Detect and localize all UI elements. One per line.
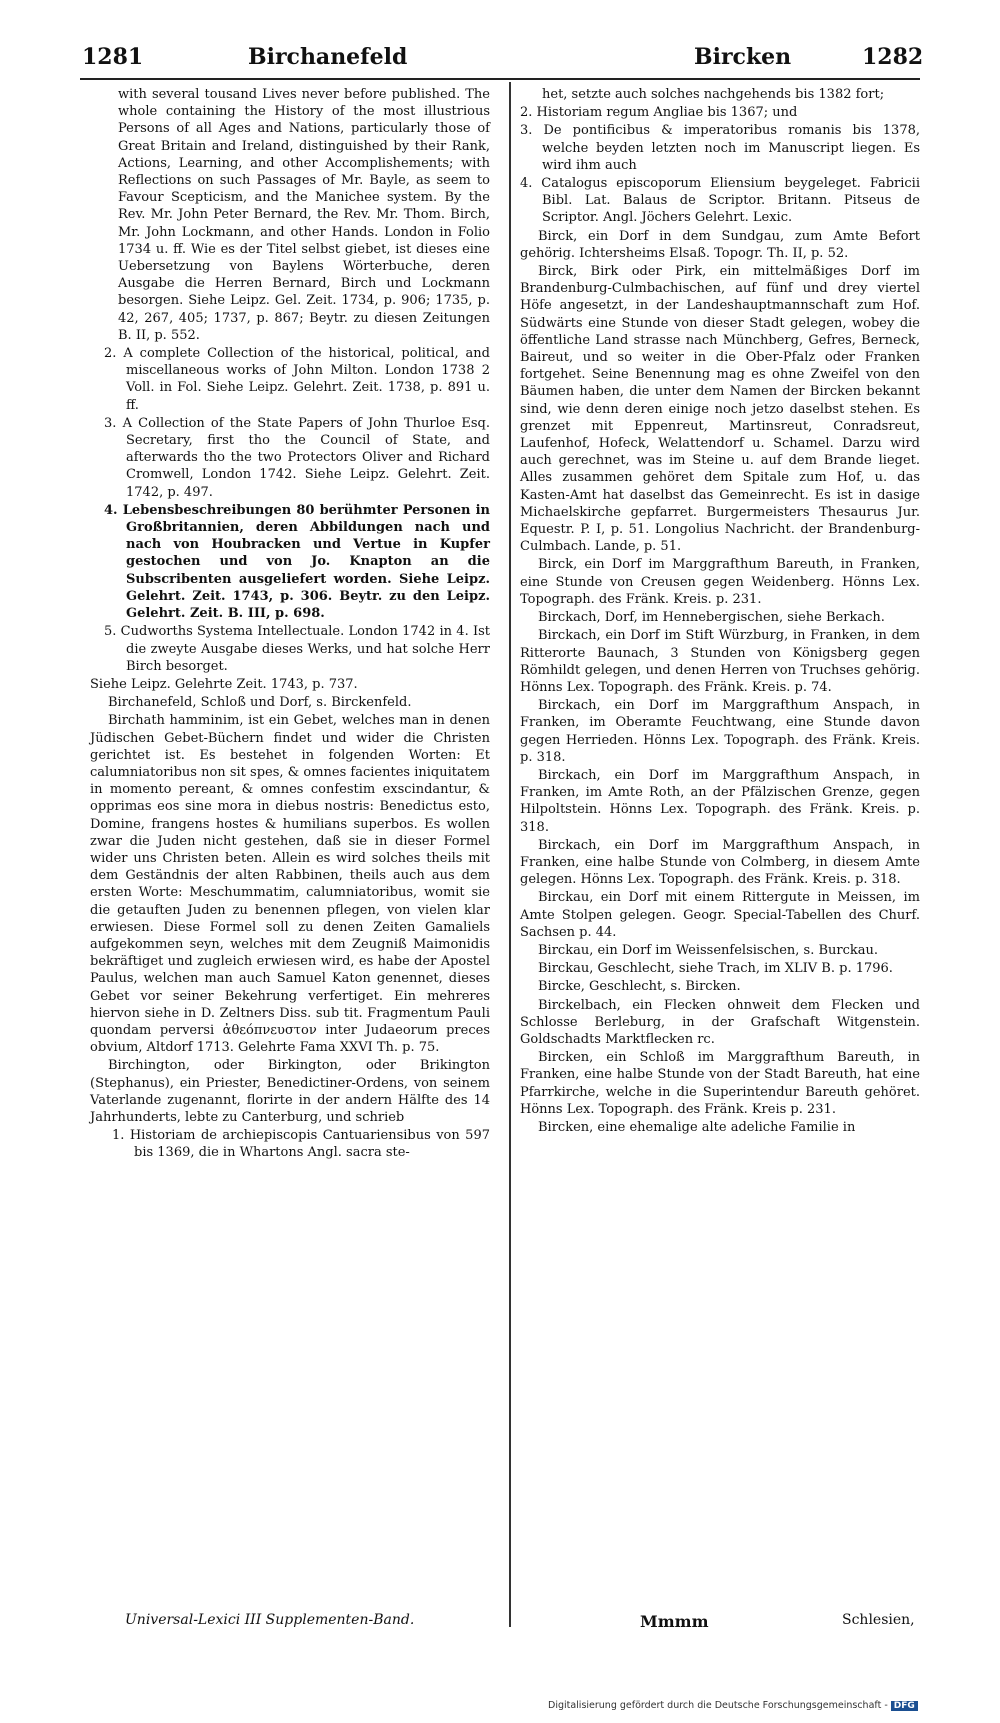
entry-text: 5. Cudworths Systema Intellectuale. London 1742 in 4. Ist die zweyte Ausgabe dieses Werks, und hat solche Herr Birch besorget. [104, 624, 490, 674]
entry-text: 3. A Collection of the State Papers of John Thurloe Esq. Secretary, first tho the Council of State, and afterwards tho the two Protectors Oliver and Richard Cromwell, London 1742. Siehe Leipz. Gelehrt. Zeit. 1742, p. 497. [104, 415, 490, 500]
entry-text: 2. A complete Collection of the historical, political, and miscellaneous works of John Milton. London 1738 2 Voll. in Fol. Siehe Leipz. Gelehrt. Zeit. 1738, p. 891 u. ff. [104, 346, 490, 413]
header-rule [80, 78, 920, 80]
entry-text: Birckau, ein Dorf mit einem Rittergute in Meissen, im Amte Stolpen gelegen. Geogr. Special-Tabellen des Churf. Sachsen p. 44. [520, 890, 920, 940]
credit-text: Digitalisierung gefördert durch die Deutsche Forschungsgemeinschaft - [548, 1700, 888, 1711]
running-title-footer: Universal-Lexici III Supplementen-Band. [125, 1612, 415, 1628]
digitization-credit [548, 1700, 918, 1711]
entry-text: Birchath hamminim, ist ein Gebet, welches man in denen Jüdischen Gebet-Büchern findet und wider die Christen gerichtet ist. Es bestehet in folgenden Worten: Et calumniatoribus non sit spes, & omnes facientes iniquitatem in momento pereant, & omnes confestim exscindantur, & opprimas eos sine mora in diebus nostris: Benedictus esto, Domine, frangens hostes & humilians superbos. Es wollen zwar die Juden nicht gestehen, daß sie in dieser Formel wider uns Christen beten. Allein es wird solches theils mit dem Geständnis der alten Rabbinen, theils auch aus dem ersten Worte: Meschummatim, calumniatoribus, womit sie die getauften Juden zu benennen pflegen, von vielen klar erwiesen. Diese Formel soll zu denen Zeiten Gamaliels aufgekommen seyn, welches mit dem Zeugniß Maimonidis bekräftiget und zugleich erwiesen wird, es habe der Apostel Paulus, welchen man auch Samuel Katon genennet, dieses Gebet vor seiner Bekehrung verfertiget. Ein mehreres hiervon siehe in D. Zeltners Diss. sub tit. Fragmentum Pauli quondam perversi ἀθεόπνευστον inter Judaeorum preces obvium, Altdorf 1713. Gelehrte Fama XXVI Th. p. 75. [90, 713, 490, 1056]
entry-text: het, setzte auch solches nachgehends bis 1382 fort; [542, 87, 885, 102]
entry-text: Birckelbach, ein Flecken ohnweit dem Flecken und Schlosse Berleburg, in der Grafschaft Witgenstein. Goldschadts Marktflecken rc. [520, 997, 920, 1047]
entry-text: Birck, ein Dorf in dem Sundgau, zum Amte Befort gehörig. Ichtersheims Elsaß. Topogr. Th. II, p. 52. [520, 228, 920, 261]
entry-text: Birckau, Geschlecht, siehe Trach, im XLIV B. p. 1796. [538, 961, 893, 977]
page-number-left: 1281 [82, 44, 144, 70]
entry-text: 1. Historiam de archiepiscopis Cantuariensibus von 597 bis 1369, die in Whartons Angl. sacra ste- [112, 1128, 490, 1161]
catchword: Schlesien, [842, 1612, 915, 1628]
entry-text: Birckach, ein Dorf im Marggrafthum Anspach, in Franken, eine halbe Stunde von Colmberg, in diesem Amte gelegen. Hönns Lex. Topograph. des Fränk. Kreis. p. 318. [520, 837, 920, 888]
entry-text: Birchington, oder Birkington, oder Brikington (Stephanus), ein Priester, Benedictiner-Ordens, von seinem Vaterlande zugenannt, florirte in der andern Hälfte des 14 Jahrhunderts, lebte zu Canterburg, und schrieb [90, 1058, 490, 1125]
dfg-logo: DFG [891, 1701, 918, 1711]
running-head-right: Bircken [694, 44, 792, 70]
entry-text: with several tousand Lives never before published. The whole containing the History of the most illustrious Persons of all Ages and Nations, particularly those of Great Britain and Ireland, distinguished by their Rank, Actions, Learning, and other Accomplishements; with Reflections on such Passages of Mr. Bayle, as seem to Favour Scepticism, and the Manichee system. By the Rev. Mr. John Peter Bernard, the Rev. Mr. Thom. Birch, Mr. John Lockmann, and other Hands. London in Folio 1734 u. ff. Wie es der Titel selbst giebet, ist dieses eine Uebersetzung von Baylens Wörterbuche, deren Ausgabe die Herren Bernard, Birch und Lockmann besorgen. Siehe Leipz. Gel. Zeit. 1734, p. 906; 1735, p. 42, 267, 405; 1737, p. 867; Beytr. zu diesen Zeitungen B. II, p. 552. [118, 87, 490, 343]
column-divider [509, 82, 511, 1627]
entry-text: Bircken, ein Schloß im Marggrafthum Bareuth, in Franken, eine halbe Stunde von der Stadt Bareuth, hat eine Pfarrkirche, welche in die Superintendur Bareuth gehöret. Hönns Lex. Topograph. des Fränk. Kreis p. 231. [520, 1050, 920, 1117]
entry-text: 3. De pontificibus & imperatoribus romanis bis 1378, welche beyden letzten noch im Manuscript liegen. Es wird ihm auch [520, 123, 920, 173]
entry-text: Birckach, Dorf, im Hennebergischen, siehe Berkach. [538, 610, 885, 626]
right-column [520, 86, 920, 1137]
entry-text: 4. Catalogus episcoporum Eliensium beygeleget. Fabricii Bibl. Lat. Balaus de Scriptor. Britann. Pitseus de Scriptor. Angl. Jöchers Gelehrt. Lexic. [520, 176, 920, 226]
running-head-left: Birchanefeld [248, 44, 408, 70]
entry-text: Siehe Leipz. Gelehrte Zeit. 1743, p. 737. [90, 676, 358, 692]
page-number-right: 1282 [862, 44, 924, 70]
entry-text: Birckach, ein Dorf im Marggrafthum Anspach, in Franken, im Amte Roth, an der Pfälzischen Grenze, gegen Hilpoltstein. Hönns Lex. Topograph. des Fränk. Kreis. p. 318. [520, 767, 920, 835]
entry-text: Bircken, eine ehemalige alte adeliche Familie in [538, 1119, 856, 1135]
entry-text: 4. Lebensbeschreibungen 80 berühmter Personen in Großbritannien, deren Abbildungen nach und nach von Houbracken und Vertue in Kupfer gestochen und von Jo. Knapton an die Subscribenten ausgeliefert worden. Siehe Leipz. Gelehrt. Zeit. 1743, p. 306. Beytr. zu den Leipz. Gelehrt. Zeit. B. III, p. 698. [104, 502, 490, 622]
entry-heading: Birchanefeld, Schloß und Dorf, s. Birckenfeld. [108, 695, 412, 711]
entry-text: Birckau, ein Dorf im Weissenfelsischen, s. Burckau. [538, 942, 879, 958]
entry-text: Birck, ein Dorf im Marggrafthum Bareuth, in Franken, eine Stunde von Creusen gegen Weidenberg. Hönns Lex. Topograph. des Fränk. Kreis. p. 231. [520, 557, 920, 607]
entry-text: Bircke, Geschlecht, s. Bircken. [538, 979, 741, 995]
entry-text: Birckach, ein Dorf im Marggrafthum Anspach, in Franken, im Oberamte Feuchtwang, eine Stunde davon gegen Herrieden. Hönns Lex. Topograph. des Fränk. Kreis. p. 318. [520, 698, 920, 765]
entry-text: 2. Historiam regum Angliae bis 1367; und [520, 105, 798, 121]
entry-text: Birckach, ein Dorf im Stift Würzburg, in Franken, in dem Ritterorte Baunach, 3 Stunden von Königsberg gegen Römhildt gelegen, und denen Herren von Truchses gehörig. Hönns Lex. Topograph. des Fränk. Kreis. p. 74. [520, 628, 920, 695]
entry-text: Birck, Birk oder Pirk, ein mittelmäßiges Dorf im Brandenburg-Culmbachischen, auf fünf und drey viertel Höfe angesetzt, in der Landeshauptmannschaft zum Hof. Südwärts eine Stunde von dieser Stadt gelegen, wobey die öffentliche Land strasse nach Münchberg, Gefres, Berneck, Baireut, und so weiter in die Ober-Pfalz oder Franken fortgehet. Seine Benennung mag es ohne Zweifel von den Bäumen haben, die unter dem Namen der Bircken bekannt sind, wie denn deren einige noch jetzo daselbst stehen. Es grenzet mit Eppenreut, Martinsreut, Conradsreut, Laufenhof, Hofeck, Welattendorf u. Schamel. Darzu wird auch gerechnet, was im Steine u. auf dem Brande lieget. Alles zusammen gehöret dem Spitale zum Hof, u. das Kasten-Amt hat daselbst das Gemeinrecht. Es ist in dasige Michaelskirche gepfarret. Burgermeisters Thesaurus Jur. Equestr. P. I, p. 51. Longolius Nachricht. der Brandenburg-Culmbach. Lande, p. 51. [520, 264, 920, 555]
left-column [90, 86, 490, 1163]
signature-mark: Mmmm [640, 1612, 709, 1631]
